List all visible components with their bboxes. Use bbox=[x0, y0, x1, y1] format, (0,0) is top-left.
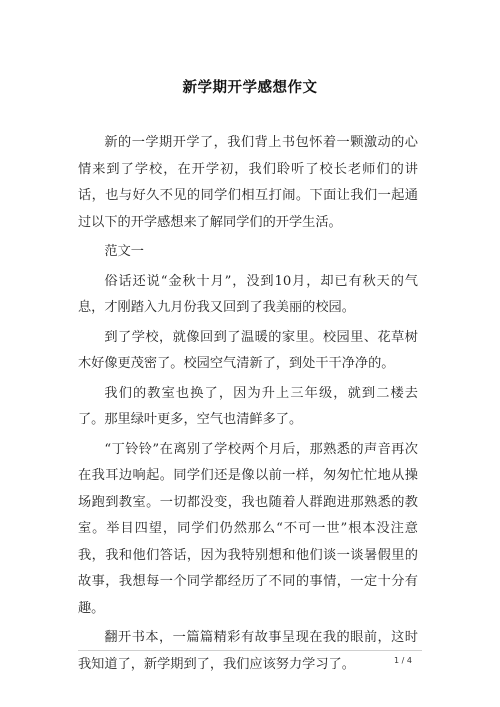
body-paragraph: “丁铃铃”在离别了学校两个月后，那熟悉的声音再次在我耳边响起。同学们还是像以前一样，匆匆忙忙地从操场跑到教室。一切都没变，我也随着人群跑进那熟悉的教室。举目四望，同学们仍然那么“不可一世”根本没注意我，我和他们答话，因为我特别想和他们谈一谈暑假里的故事，我想每一个同学都经历了不同的事情，一定十分有趣。 bbox=[78, 441, 418, 616]
document-body bbox=[78, 130, 418, 681]
body-paragraph: 俗话还说“金秋十月”，没到10月，却已有秋天的气息，才刚踏入九月份我又回到了我美丽的校园。 bbox=[78, 273, 418, 315]
body-paragraph: 到了学校，就像回到了温暖的家里。校园里、花草树木好像更茂密了。校园空气清新了，到处干干净净的。 bbox=[78, 329, 418, 371]
section-heading: 范文一 bbox=[104, 244, 144, 259]
body-paragraph: 翻开书本，一篇篇精彩有故事呈现在我的眼前，这时我知道了，新学期到了，我们应该努力学习了。 bbox=[78, 630, 418, 672]
page-number: 1 / 4 bbox=[394, 656, 412, 665]
footer-divider bbox=[78, 650, 422, 651]
document-title: 新学期开学感想作文 bbox=[182, 80, 318, 96]
body-paragraph: 我们的教室也换了，因为升上三年级，就到二楼去了。那里绿叶更多，空气也清鲜多了。 bbox=[78, 385, 418, 427]
intro-paragraph: 新的一学期开学了，我们背上书包怀着一颗激动的心情来到了学校，在开学初，我们聆听了校长老师们的讲话，也与好久不见的同学们相互打闹。下面让我们一起通过以下的开学感想来了解同学们的开学生活。 bbox=[78, 135, 418, 230]
